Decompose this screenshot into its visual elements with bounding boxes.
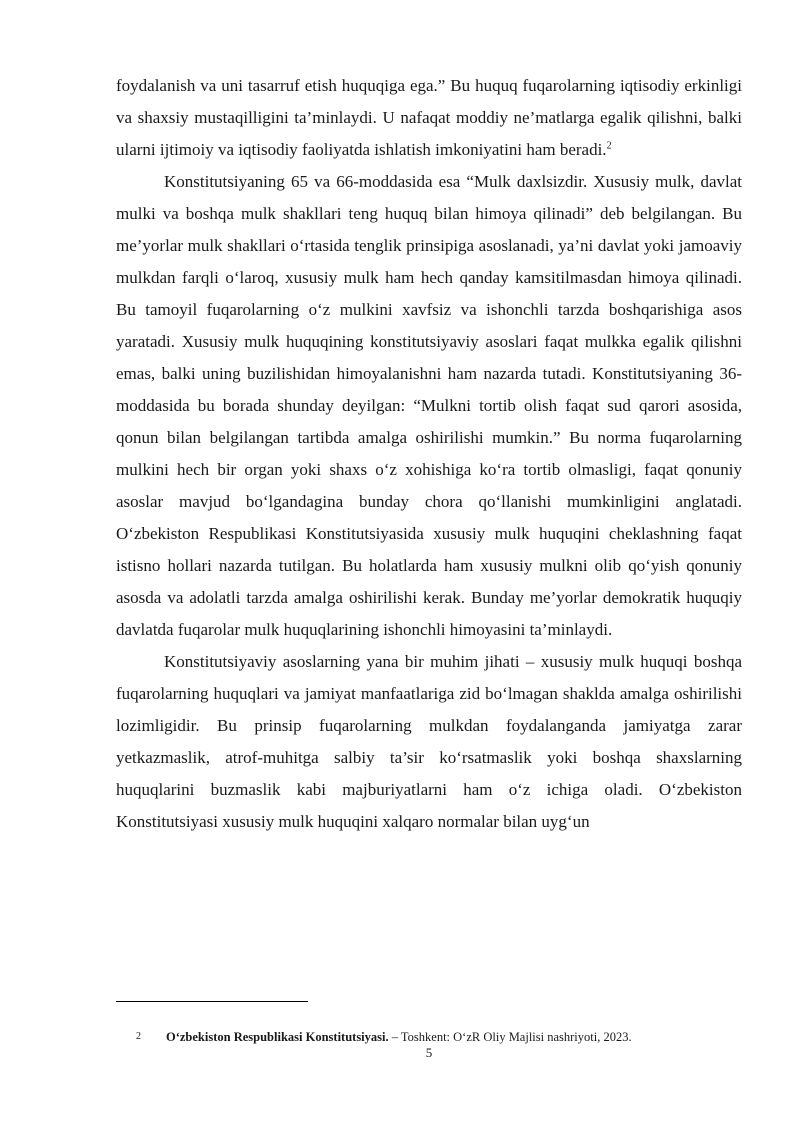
paragraph-1-text: foydalanish va uni tasarruf etish huquqiga ega.” Bu huquq fuqarolarning iqtisodiy erkinligi va shaxsiy mustaqilligini ta’minlaydi. U nafaqat moddiy ne’matlarga egalik qilishni, balki ularni ijtimoiy va iqtisodiy faoliyatda ishlatish imkoniyatini ham beradi.: [116, 76, 742, 159]
footnote-title: Oʻzbekiston Respublikasi Konstitutsiyasi.: [166, 1030, 389, 1044]
page-number: 5: [425, 1045, 433, 1060]
footnote-reference[interactable]: 2: [606, 140, 612, 152]
main-text: [116, 70, 742, 838]
footnote-publisher: – Toshkent: OʻzR Oliy Majlisi nashriyoti, 2023.: [388, 1030, 632, 1044]
paragraph-2: Konstitutsiyaning 65 va 66-moddasida esa “Mulk daxlsizdir. Xususiy mulk, davlat mulki va boshqa mulk shakllari teng huquq bilan himoya qilinadi” deb belgilangan. Bu me’yorlar mulk shakllari oʻrtasida tenglik prinsipiga asoslanadi, ya’ni davlat yoki jamoaviy mulkdan farqli oʻlaroq, xususiy mulk ham hech qanday kamsitilmasdan himoya qilinadi. Bu tamoyil fuqarolarning oʻz mulkini xavfsiz va ishonchli tarzda boshqarishiga asos yaratadi. Xususiy mulk huquqining konstitutsiyaviy asoslari faqat mulkka egalik qilishni emas, balki uning buzilishidan himoyalanishni ham nazarda tutadi. Konstitutsiyaning 36-moddasida bu borada shunday deyilgan: “Mulkni tortib olish faqat sud qarori asosida, qonun bilan belgilangan tartibda amalga oshirilishi mumkin.” Bu norma fuqarolarning mulkini hech bir organ yoki shaxs oʻz xohishiga koʻra tortib olmasligi, faqat qonuniy asoslar mavjud boʻlgandagina bunday chora qoʻllanishi mumkinligini anglatadi. Oʻzbekiston Respublikasi Konstitutsiyasida xususiy mulk huquqini cheklashning faqat istisno hollari nazarda tutilgan. Bu holatlarda ham xususiy mulkni olib qoʻyish qonuniy asosda va adolatli tarzda amalga oshirilishi kerak. Bunday me’yorlar demokratik huquqiy davlatda fuqarolar mulk huquqlarining ishonchli himoyasini ta’minlaydi.: [116, 172, 742, 639]
footnote-separator: [116, 1001, 308, 1002]
paragraph-3: Konstitutsiyaviy asoslarning yana bir muhim jihati – xususiy mulk huquqi boshqa fuqarolarning huquqlari va jamiyat manfaatlariga zid boʻlmagan shaklda amalga oshirilishi lozimligidir. Bu prinsip fuqarolarning mulkdan foydalanganda jamiyatga zarar yetkazmaslik, atrof-muhitga salbiy ta’sir koʻrsatmaslik yoki boshqa shaxslarning huquqlarini buzmaslik kabi majburiyatlarni ham oʻz ichiga oladi. Oʻzbekiston Konstitutsiyasi xususiy mulk huquqini xalqaro normalar bilan uygʻun: [116, 652, 742, 831]
footnote-mark: 2: [136, 1031, 141, 1042]
paragraph-1: [116, 70, 742, 166]
